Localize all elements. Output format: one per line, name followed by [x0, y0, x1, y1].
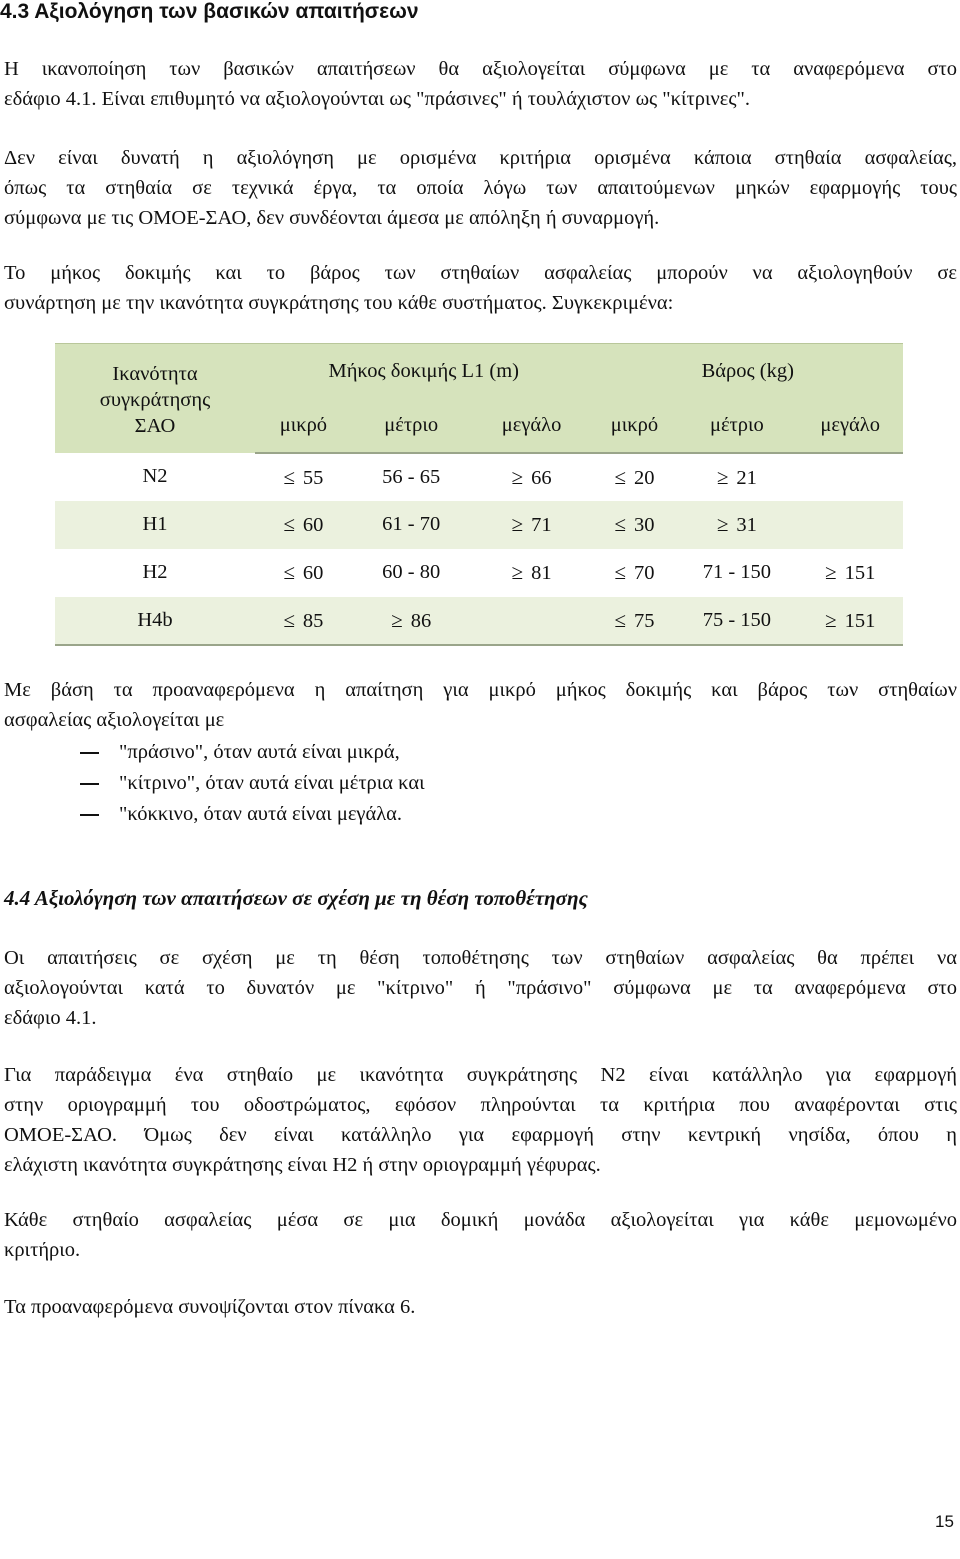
table-cell: ≤ 30 — [593, 501, 677, 549]
table-cell: 60 - 80 — [382, 561, 441, 583]
text-line: σύμφωνα με τις ΟΜΟΕ-ΣΑΟ, δεν συνδέονται άμεσα με απόληξη ή συναρμογή. — [4, 207, 660, 229]
page-number: 15 — [935, 1512, 954, 1531]
paragraph-evaluation-rule — [4, 675, 957, 735]
table-cell: ≤ 70 — [614, 560, 655, 584]
paragraph-each-criterion — [4, 1205, 957, 1265]
table-header-row — [55, 344, 903, 399]
subheader-cell: μικρό — [593, 399, 677, 453]
section-4-4-title: 4.4 Αξιολόγηση των απαιτήσεων σε σχέση με τη θέση τοποθέτησης — [4, 886, 588, 910]
text-line: εδάφιο 4.1. — [4, 1007, 97, 1029]
table-cell: 61 - 70 — [352, 501, 471, 549]
text-line: Η ικανοποίηση των βασικών απαιτήσεων θα αξιολογείται σύμφωνα με τα αναφερόμενα στο — [4, 58, 957, 80]
text-line: Τα προαναφερόμενα συνοψίζονται στον πίνακα 6. — [4, 1296, 416, 1318]
text-line: στην οριογραμμή του οδοστρώματος, εφόσον πληρούνται τα κριτήρια που αναφέρονται στις — [4, 1094, 957, 1116]
table-cell — [797, 453, 903, 501]
table-cell: 71 - 150 — [702, 561, 772, 583]
list-item: "πράσινο", όταν αυτά είναι μικρά, — [80, 737, 425, 768]
text-line: αξιολογούνται κατά το δυνατόν με "κίτρινο" ή "πράσινο" σύμφωνα με τα αναφερόμενα στο — [4, 977, 957, 999]
paragraph-example — [4, 1060, 957, 1180]
header-weight: Βάρος (kg) — [593, 344, 903, 399]
text-line: συνάρτηση με την ικανότητα συγκράτησης του κάθε συστήματος. Συγκεκριμένα: — [4, 292, 674, 314]
paragraph-summary — [4, 1292, 957, 1322]
table-cell: ≤ 75 — [593, 597, 677, 645]
containment-table — [55, 343, 903, 646]
paragraph-length-weight — [4, 258, 957, 318]
table-cell: 56 - 65 — [382, 465, 441, 488]
text-line: Οι απαιτήσεις σε σχέση με τη θέση τοποθέτησης των στηθαίων ασφαλείας θα πρέπει να — [4, 947, 957, 969]
text-line: Κάθε στηθαίο ασφαλείας μέσα σε μια δομική μονάδα αξιολογείται για κάθε μεμονωμένο — [4, 1209, 957, 1231]
table-cell: ≤ 85 — [255, 597, 352, 645]
table-cell: ≤ 60 — [255, 501, 352, 549]
dash-bullet-icon — [80, 814, 99, 816]
row-label: H4b — [55, 597, 255, 645]
table-cell: ≥ 66 — [511, 464, 552, 489]
rating-list — [80, 737, 425, 830]
subheader-cell: μεγάλο — [471, 399, 593, 453]
text-line: Δεν είναι δυνατή η αξιολόγηση με ορισμένα κριτήρια ορισμένα κάποια στηθαία ασφαλείας, — [4, 147, 957, 169]
table-cell: ≥ 21 — [716, 464, 757, 489]
paragraph-evaluation-limitation — [4, 143, 957, 233]
header-containment-level — [55, 344, 255, 453]
dash-bullet-icon — [80, 783, 99, 785]
table-row — [55, 549, 903, 597]
subheader-cell: μέτριο — [676, 399, 797, 453]
subheader-cell: μεγάλο — [797, 399, 903, 453]
table-cell: ≤ 60 — [283, 560, 324, 584]
text-line: ασφαλείας αξιολογείται με — [4, 709, 225, 731]
text-line: ΟΜΟΕ-ΣΑΟ. Όμως δεν είναι κατάλληλο για εφαρμογή στην κεντρική νησίδα, όπου η — [4, 1124, 957, 1146]
text-line: Για παράδειγμα ένα στηθαίο με ικανότητα συγκράτησης N2 είναι κατάλληλο για εφαρμογή — [4, 1064, 957, 1086]
text-line: Το μήκος δοκιμής και το βάρος των στηθαίων ασφαλείας μπορούν να αξιολογηθούν σε — [4, 262, 957, 284]
subheader-cell: μικρό — [255, 399, 352, 453]
table-cell: ≥ 151 — [825, 560, 876, 584]
text-line: εδάφιο 4.1. Είναι επιθυμητό να αξιολογούνται ως "πράσινες" ή τουλάχιστον ως "κίτρινες". — [4, 88, 750, 110]
table-cell: ≥ 31 — [676, 501, 797, 549]
row-label: N2 — [142, 465, 168, 487]
table-cell: ≥ 71 — [471, 501, 593, 549]
table-cell: ≤ 20 — [614, 464, 655, 489]
header-text: ΣΑΟ — [134, 415, 176, 438]
table-cell — [471, 597, 593, 645]
dash-bullet-icon — [80, 752, 99, 754]
text-line: κριτήριο. — [4, 1239, 81, 1261]
text-line: όπως τα στηθαία σε τεχνικά έργα, τα οποία λόγω των απαιτούμενων μηκών εφαρμογής τους — [4, 177, 957, 199]
table-row — [55, 453, 903, 501]
text-line: ελάχιστη ικανότητα συγκράτησης είναι H2 ή στην οριογραμμή γέφυρας. — [4, 1154, 601, 1176]
table-row — [55, 597, 903, 645]
section-4-3-title: 4.3 Αξιολόγηση των βασικών απαιτήσεων — [0, 0, 419, 23]
table-cell: 75 - 150 — [676, 597, 797, 645]
row-label: H1 — [55, 501, 255, 549]
header-test-length: Μήκος δοκιμής L1 (m) — [255, 344, 593, 399]
table-cell: ≥ 81 — [511, 560, 552, 584]
text-line: Με βάση τα προαναφερόμενα η απαίτηση για μικρό μήκος δοκιμής και βάρος των στηθαίων — [4, 679, 957, 701]
paragraph-position-requirements — [4, 943, 957, 1033]
subheader-cell: μέτριο — [352, 399, 471, 453]
table-cell: ≥ 151 — [797, 597, 903, 645]
paragraph-requirements-satisfaction — [4, 54, 957, 114]
table-cell: ≤ 55 — [283, 464, 324, 489]
table-row — [55, 501, 903, 549]
table-cell: ≥ 86 — [352, 597, 471, 645]
header-text: Ικανότητα — [112, 363, 198, 386]
row-label: H2 — [142, 561, 168, 583]
list-item: "κόκκινο, όταν αυτά είναι μεγάλα. — [80, 799, 425, 830]
header-text: συγκράτησης — [99, 389, 211, 412]
table-cell — [797, 501, 903, 549]
list-item: "κίτρινο", όταν αυτά είναι μέτρια και — [80, 768, 425, 799]
